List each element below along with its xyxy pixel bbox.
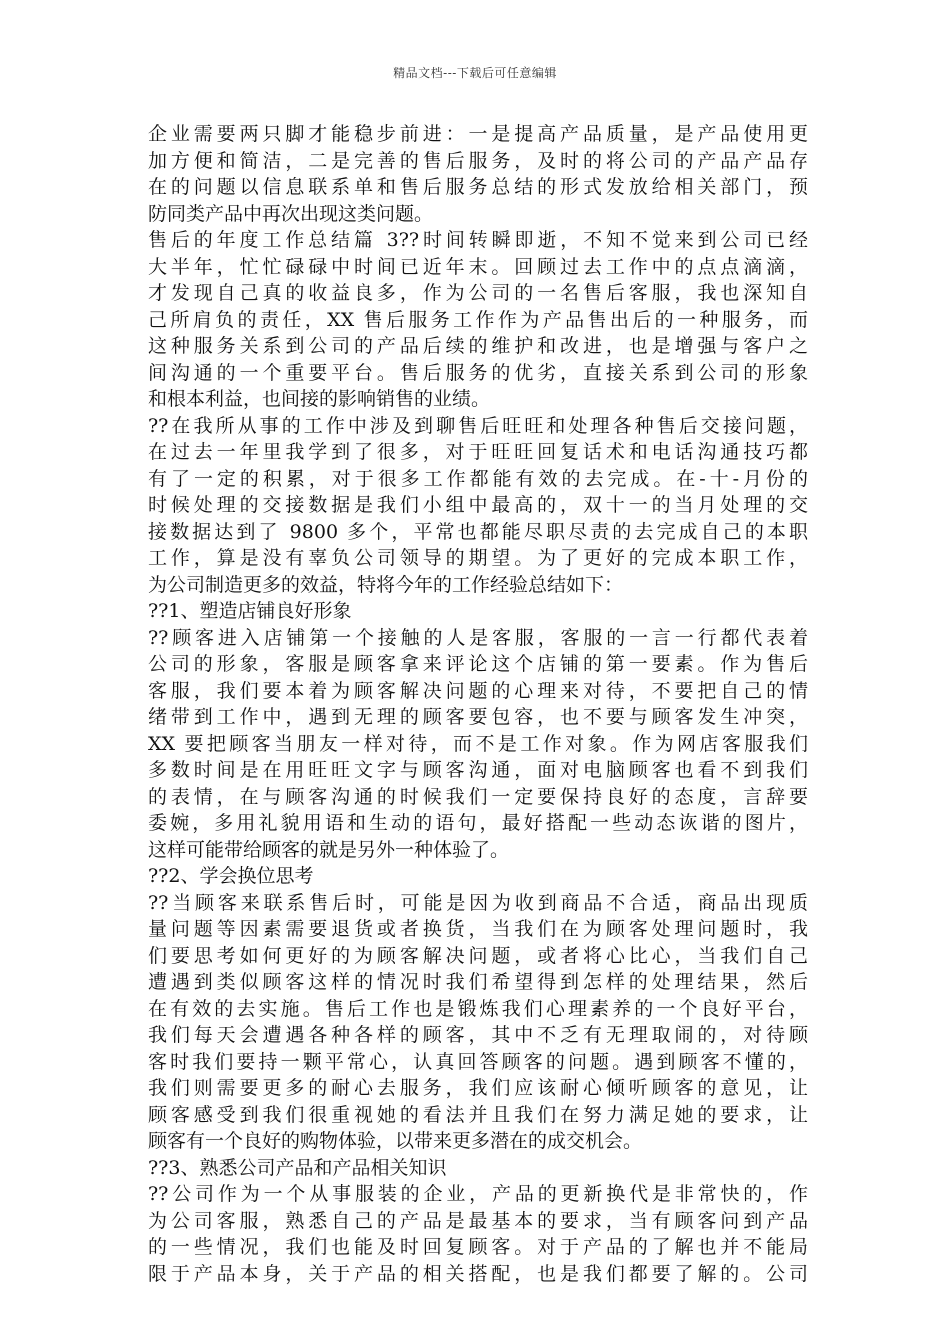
document-body — [148, 121, 808, 1287]
text-line: ??当顾客来联系售后时，可能是因为收到商品不合适，商品出现质 — [148, 891, 808, 914]
text-line: 客服，我们要本着为顾客解决问题的心理来对待，不要把自己的情 — [148, 679, 808, 702]
text-line: 委婉，多用礼貌用语和生动的语句，最好搭配一些动态诙谐的图片， — [148, 812, 808, 834]
text-line: ??2、学会换位思考 — [148, 865, 314, 887]
text-line: 为公司制造更多的效益，特将今年的工作经验总结如下： — [148, 573, 624, 596]
text-line: 我们则需要更多的耐心去服务，我们应该耐心倾听顾客的意见，让 — [148, 1077, 808, 1099]
text-line: 接数据达到了 9800 多个，平常也都能尽职尽责的去完成自己的本职 — [148, 520, 808, 543]
text-line: XX 要把顾客当朋友一样对待，而不是工作对象。作为网店客服我们 — [148, 732, 808, 755]
text-line: 售后的年度工作总结篇 3??时间转瞬即逝，不知不觉来到公司已经 — [148, 229, 808, 251]
text-line: 绪带到工作中，遇到无理的顾客要包容，也不要与顾客发生冲突， — [148, 706, 808, 728]
text-line: 的一些情况，我们也能及时回复顾客。对于产品的了解也并不能局 — [148, 1236, 808, 1258]
text-line: ??3、熟悉公司产品和产品相关知识 — [148, 1156, 447, 1179]
text-line: 量问题等因素需要退货或者换货，当我们在为顾客处理问题时，我 — [148, 918, 808, 940]
text-line: 这种服务关系到公司的产品后续的维护和改进，也是增强与客户之 — [148, 335, 808, 357]
text-line: 企业需要两只脚才能稳步前进：一是提高产品质量，是产品使用更 — [148, 123, 808, 145]
text-line: 顾客有一个良好的购物体验，以带来更多潜在的成交机会。 — [148, 1130, 643, 1152]
text-line: 在过去一年里我学到了很多，对于旺旺回复话术和电话沟通技巧都 — [148, 441, 808, 463]
text-line: 为公司客服，熟悉自己的产品是最基本的要求，当有顾客问到产品 — [148, 1209, 808, 1232]
text-line: 客时我们要持一颗平常心，认真回答顾客的问题。遇到顾客不懂的， — [148, 1050, 808, 1073]
text-line: 们要思考如何更好的为顾客解决问题，或者将心比心，当我们自己 — [148, 944, 808, 967]
text-line: 工作，算是没有辜负公司领导的期望。为了更好的完成本职工作， — [148, 547, 808, 569]
text-line: 这样可能带给顾客的就是另外一种体验了。 — [148, 838, 510, 861]
text-line: 才发现自己真的收益良多，作为公司的一名售后客服，我也深知自 — [148, 282, 808, 304]
text-line: 公司的形象，客服是顾客拿来评论这个店铺的第一要素。作为售后 — [148, 653, 808, 675]
text-line: 我们每天会遭遇各种各样的顾客，其中不乏有无理取闹的，对待顾 — [148, 1024, 808, 1046]
text-line: ??顾客进入店铺第一个接触的人是客服，客服的一言一行都代表着 — [148, 626, 808, 649]
text-line: ??1、塑造店铺良好形象 — [148, 600, 352, 622]
text-line: 有了一定的积累，对于很多工作都能有效的去完成。在-十-月份的 — [148, 467, 808, 490]
text-line: ??在我所从事的工作中涉及到聊售后旺旺和处理各种售后交接问题， — [148, 414, 808, 437]
text-line: 在的问题以信息联系单和售后服务总结的形式发放给相关部门，预 — [148, 176, 808, 198]
text-line: 在有效的去实施。售后工作也是锻炼我们心理素养的一个良好平台， — [148, 997, 808, 1020]
text-line: 己所肩负的责任，XX 售后服务工作作为产品售出后的一种服务，而 — [148, 308, 808, 331]
text-line: 大半年，忙忙碌碌中时间已近年末。回顾过去工作中的点点滴滴， — [148, 255, 808, 278]
page-header: 精品文档---下载后可任意编辑 — [393, 66, 557, 80]
text-line: 加方便和简洁，二是完善的售后服务，及时的将公司的产品产品存 — [148, 149, 808, 172]
text-line: 和根本利益，也间接的影响销售的业绩。 — [148, 388, 491, 410]
text-line: 遭遇到类似顾客这样的情况时我们希望得到怎样的处理结果，然后 — [148, 971, 808, 993]
text-line: 防同类产品中再次出现这类问题。 — [148, 202, 434, 225]
text-line: 的表情，在与顾客沟通的时候我们一定要保持良好的态度，言辞要 — [148, 785, 808, 808]
text-line: 多数时间是在用旺旺文字与顾客沟通，面对电脑顾客也看不到我们 — [148, 759, 808, 781]
text-line: 限于产品本身，关于产品的相关搭配，也是我们都要了解的。公司 — [148, 1262, 808, 1285]
text-line: 间沟通的一个重要平台。售后服务的优劣，直接关系到公司的形象 — [148, 361, 808, 384]
text-line: 时候处理的交接数据是我们小组中最高的，双十一的当月处理的交 — [148, 494, 808, 516]
text-line: 顾客感受到我们很重视她的看法并且我们在努力满足她的要求，让 — [148, 1103, 808, 1126]
text-line: ??公司作为一个从事服装的企业，产品的更新换代是非常快的，作 — [148, 1183, 808, 1205]
